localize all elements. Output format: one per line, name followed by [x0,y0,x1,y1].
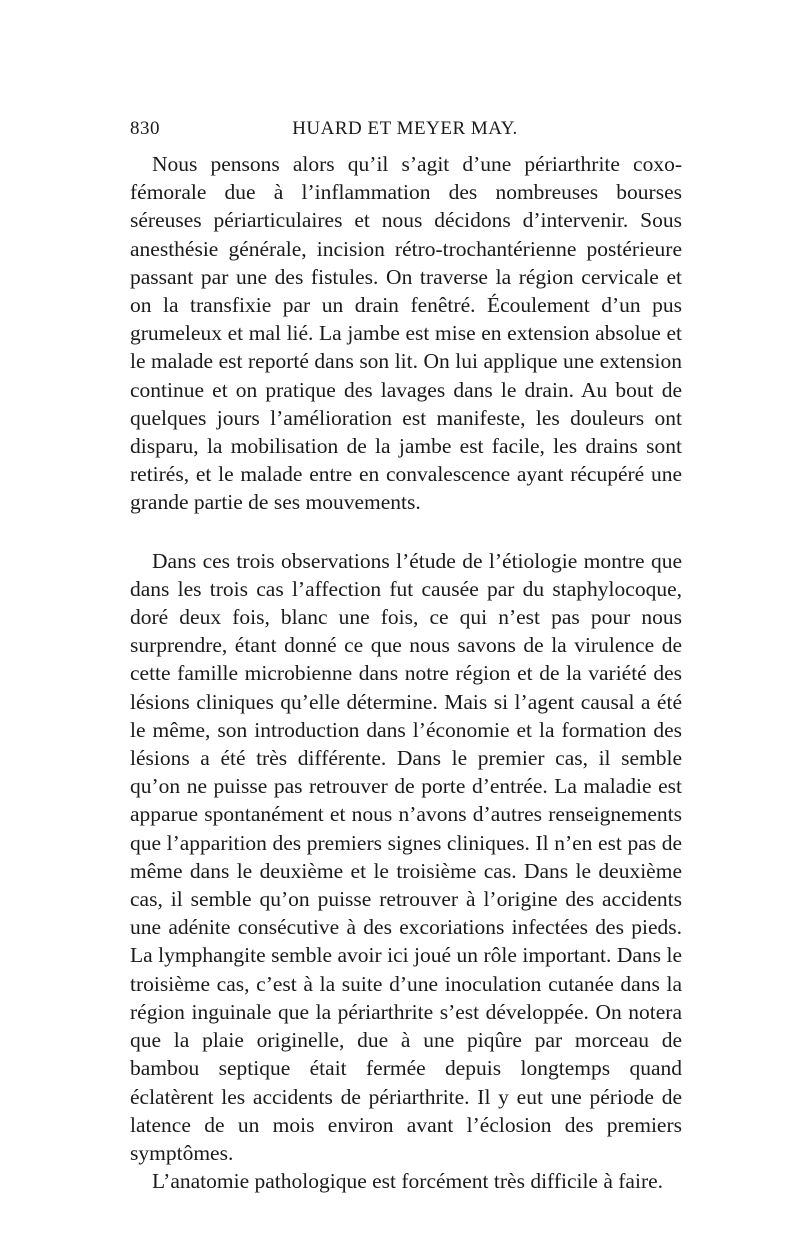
paragraph-etiology: Dans ces trois observations l’étude de l’étiologie montre que dans les trois cas l’affection fut causée par du staphylocoque, doré deux fois, blanc une fois, ce qui n’est pas pour nous surprendre, étant donné ce que nous savons de la virulence de cette famille microbienne dans notre région et de la variété des lésions cliniques qu’elle détermine. Mais si l’agent causal a été le même, son introduction dans l’économie et la formation des lésions a été très différente. Dans le premier cas, il semble qu’on ne puisse pas retrouver de porte d’entrée. La maladie est apparue spontanément et nous n’avons d’autres renseignements que l’apparition des premiers signes cliniques. Il n’en est pas de même dans le deuxième et le troisième cas. Dans le deuxième cas, il semble qu’on puisse retrouver à l’origine des accidents une adénite consécutive à des excoriations infectées des pieds. La lymphangite semble avoir ici joué un rôle important. Dans le troisième cas, c’est à la suite d’une inoculation cutanée dans la région inguinale que la périarthrite s’est développée. On notera que la plaie originelle, due à une piqûre par morceau de bambou septique était fermée depuis longtemps quand éclatèrent les accidents de périarthrite. Il y eut une période de latence de un mois environ avant l’éclosion des premiers symptômes. [130,548,682,1165]
body-text [130,150,682,1195]
page-header [130,118,680,146]
paragraph-case-treatment: Nous pensons alors qu’il s’agit d’une périarthrite coxo-fémorale due à l’inflammation des nombreuses bourses séreuses périarticulaires et nous décidons d’intervenir. Sous anesthésie générale, incision rétro-trochantérienne postérieure passant par une des fistules. On traverse la région cervicale et on la transfixie par un drain fenêtré. Écoulement d’un pus grumeleux et mal lié. La jambe est mise en extension absolue et le malade est reporté dans son lit. On lui applique une extension continue et on pratique des lavages dans le drain. Au bout de quelques jours l’amélioration est manifeste, les douleurs ont disparu, la mobilisation de la jambe est facile, les drains sont retirés, et le malade entre en convalescence ayant récupéré une grande partie de ses mouvements. [130,152,682,515]
running-title: HUARD ET MEYER MAY. [292,118,518,139]
page-number: 830 [130,118,160,139]
paragraph-anatomy: L’anatomie pathologique est forcément très difficile à faire. [152,1169,664,1194]
